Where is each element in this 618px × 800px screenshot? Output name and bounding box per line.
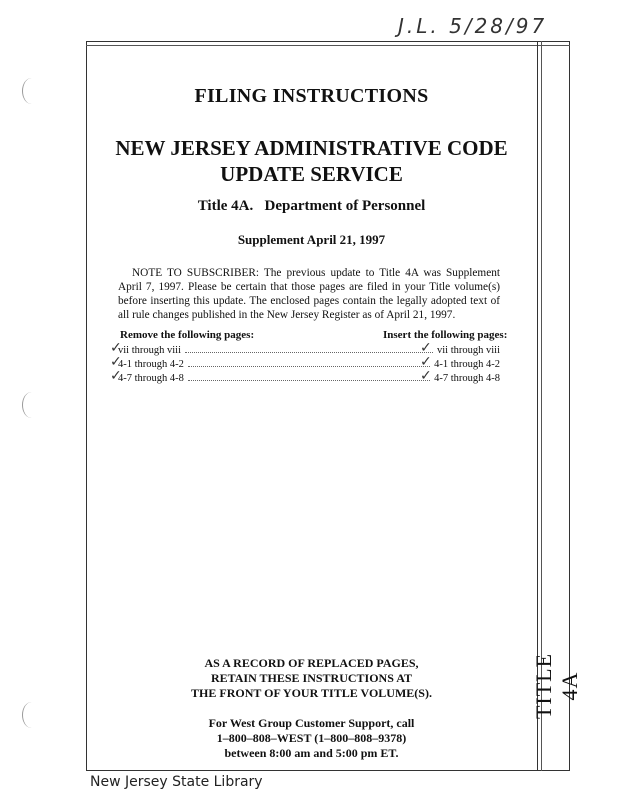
code-title-line-2: UPDATE SERVICE [220,162,403,186]
leader-dots [185,352,433,353]
retain-instructions [86,656,537,701]
tab-label: TITLE 4A [531,652,582,720]
top-rule [86,45,570,46]
remove-pages: vii through viii [118,345,181,356]
punch-hole-bottom [22,702,41,728]
code-title [86,135,537,187]
support-line-3: between 8:00 am and 5:00 pm ET. [224,746,399,760]
code-title-line-1: NEW JERSEY ADMINISTRATIVE CODE [115,136,508,160]
customer-support [86,716,537,761]
title-department: Title 4A. Department of Personnel [197,198,426,214]
insert-pages: 4-7 through 4-8 [434,373,500,384]
pages-row [118,356,500,370]
check-mark-icon: ✓ [420,354,432,370]
supplement-date: Supplement April 21, 1997 [237,232,386,247]
leader-dots [188,366,430,367]
insert-pages: vii through viii [437,345,500,356]
insert-header: Insert the following pages: [383,329,508,341]
subscriber-note: NOTE TO SUBSCRIBER: The previous update to Title 4A was Supplement April 7, 1997. Please be certain that those pages are filed in your Title volume(s) before inserting this update. The enclosed pages contain the legally adopted text of all rule changes published in the New Jersey Register as of April 21, 1997. [118,267,500,321]
retain-line-2: RETAIN THESE INSTRUCTIONS AT [210,671,413,685]
check-mark-icon: ✓ [420,368,432,384]
retain-line-1: AS A RECORD OF REPLACED PAGES, [204,656,419,670]
pages-row [118,342,500,356]
library-stamp: New Jersey State Library [90,774,263,790]
remove-header: Remove the following pages: [120,329,255,341]
check-mark-icon: ✓ [420,340,432,356]
remove-pages: 4-1 through 4-2 [118,359,184,370]
support-line-1: For West Group Customer Support, call [208,716,415,730]
page-heading: FILING INSTRUCTIONS [194,85,429,107]
pages-row [118,370,500,384]
leader-dots [188,380,430,381]
check-mark-icon: ✓ [110,340,122,356]
retain-line-3: THE FRONT OF YOUR TITLE VOLUME(S). [191,686,432,700]
punch-hole-middle [22,392,41,418]
remove-pages: 4-7 through 4-8 [118,373,184,384]
check-mark-icon: ✓ [110,368,122,384]
punch-hole-top [22,78,41,104]
check-mark-icon: ✓ [110,354,122,370]
support-line-2: 1–800–808–WEST (1–800–808–9378) [216,731,407,745]
insert-pages: 4-1 through 4-2 [434,359,500,370]
handwritten-note: J.L. 5/28/97 [398,14,548,38]
